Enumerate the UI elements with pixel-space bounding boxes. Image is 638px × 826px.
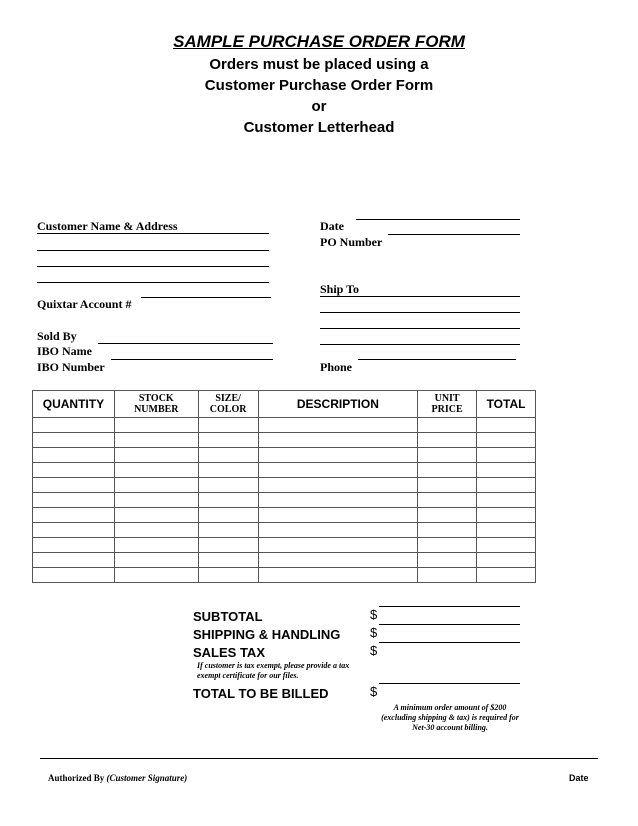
table-cell[interactable] [33, 568, 115, 583]
table-cell[interactable] [114, 463, 198, 478]
customer-address-line-1[interactable] [37, 233, 269, 234]
subtotal-field[interactable] [379, 606, 520, 607]
header-line-3: or [311, 98, 327, 115]
table-cell[interactable] [198, 538, 258, 553]
signature-date-label: Date [569, 773, 589, 783]
quantity-header: QUANTITY [33, 391, 115, 418]
form-title: SAMPLE PURCHASE ORDER FORM [173, 32, 465, 51]
table-cell[interactable] [33, 418, 115, 433]
table-row [33, 508, 536, 523]
table-cell[interactable] [477, 433, 536, 448]
quixtar-account-label: Quixtar Account # [37, 297, 132, 311]
ibo-number-field[interactable] [111, 359, 273, 360]
header-line-1: Orders must be placed using a [209, 56, 429, 73]
table-cell[interactable] [258, 433, 418, 448]
table-cell[interactable] [477, 568, 536, 583]
table-cell[interactable] [418, 433, 477, 448]
table-cell[interactable] [114, 508, 198, 523]
table-cell[interactable] [418, 478, 477, 493]
header-line-4: Customer Letterhead [243, 119, 395, 136]
table-cell[interactable] [198, 523, 258, 538]
table-cell[interactable] [198, 493, 258, 508]
table-cell[interactable] [198, 508, 258, 523]
table-cell[interactable] [114, 493, 198, 508]
signature-line[interactable] [40, 758, 598, 759]
ship-to-line-3[interactable] [320, 328, 520, 329]
po-number-field[interactable] [388, 234, 520, 235]
size-color-header: SIZE/ COLOR [198, 391, 258, 418]
date-field[interactable] [356, 219, 520, 220]
table-cell[interactable] [198, 478, 258, 493]
table-cell[interactable] [418, 508, 477, 523]
table-cell[interactable] [418, 448, 477, 463]
table-cell[interactable] [258, 538, 418, 553]
table-cell[interactable] [33, 553, 115, 568]
phone-label: Phone [320, 360, 353, 374]
table-row [33, 493, 536, 508]
table-cell[interactable] [198, 463, 258, 478]
table-cell[interactable] [477, 463, 536, 478]
sold-by-label: Sold By [37, 329, 77, 343]
table-cell[interactable] [258, 568, 418, 583]
table-cell[interactable] [198, 433, 258, 448]
date-label: Date [320, 219, 344, 233]
table-cell[interactable] [33, 508, 115, 523]
table-cell[interactable] [33, 433, 115, 448]
table-cell[interactable] [114, 538, 198, 553]
authorized-by-label: Authorized By (Customer Signature) [48, 773, 188, 783]
total-billed-label: TOTAL TO BE BILLED [193, 686, 329, 701]
subtotal-label: SUBTOTAL [193, 609, 263, 624]
table-cell[interactable] [477, 493, 536, 508]
table-cell[interactable] [33, 538, 115, 553]
table-cell[interactable] [477, 538, 536, 553]
table-cell[interactable] [33, 493, 115, 508]
shipping-field[interactable] [379, 624, 520, 625]
table-cell[interactable] [198, 418, 258, 433]
items-table-body [33, 418, 536, 583]
table-cell[interactable] [258, 418, 418, 433]
customer-name-address-label: Customer Name & Address [37, 219, 178, 233]
table-cell[interactable] [33, 448, 115, 463]
minimum-order-note: A minimum order amount of $200 (excluding shipping & tax) is required for Net-30 account billing. [381, 703, 519, 732]
table-cell[interactable] [114, 478, 198, 493]
header-line-2: Customer Purchase Order Form [204, 77, 434, 94]
table-cell[interactable] [418, 553, 477, 568]
table-cell[interactable] [33, 463, 115, 478]
table-cell[interactable] [258, 463, 418, 478]
table-cell[interactable] [114, 448, 198, 463]
table-cell[interactable] [33, 523, 115, 538]
table-cell[interactable] [418, 493, 477, 508]
table-cell[interactable] [258, 493, 418, 508]
tax-exempt-note: If customer is tax exempt, please provide a tax exempt certificate for our files. [197, 661, 350, 680]
table-cell[interactable] [418, 523, 477, 538]
table-cell[interactable] [258, 448, 418, 463]
table-cell[interactable] [477, 553, 536, 568]
ibo-name-field[interactable] [98, 343, 273, 344]
ibo-name-label: IBO Name [37, 344, 92, 358]
unit-price-header: UNIT PRICE [418, 391, 477, 418]
table-cell[interactable] [114, 568, 198, 583]
table-header-row [33, 391, 536, 418]
customer-address-line-4[interactable] [37, 282, 269, 283]
table-cell[interactable] [114, 523, 198, 538]
ibo-number-label: IBO Number [37, 360, 105, 374]
table-cell[interactable] [477, 418, 536, 433]
phone-field[interactable] [358, 359, 516, 360]
total-billed-field[interactable] [379, 683, 520, 684]
customer-address-line-3[interactable] [37, 266, 269, 267]
table-cell[interactable] [477, 508, 536, 523]
table-row [33, 448, 536, 463]
ship-to-line-4[interactable] [320, 344, 520, 345]
table-cell[interactable] [114, 553, 198, 568]
table-cell[interactable] [258, 523, 418, 538]
table-row [33, 463, 536, 478]
table-cell[interactable] [198, 448, 258, 463]
table-row [33, 433, 536, 448]
table-cell[interactable] [418, 418, 477, 433]
sales-tax-field[interactable] [379, 642, 520, 643]
shipping-dollar: $ [370, 625, 378, 640]
table-row [33, 478, 536, 493]
shipping-label: SHIPPING & HANDLING [193, 627, 341, 642]
table-cell[interactable] [198, 553, 258, 568]
subtotal-dollar: $ [370, 607, 378, 622]
table-cell[interactable] [477, 523, 536, 538]
customer-address-line-2[interactable] [37, 250, 269, 251]
table-row [33, 523, 536, 538]
ship-to-label: Ship To [320, 282, 360, 296]
table-row [33, 418, 536, 433]
table-cell[interactable] [198, 568, 258, 583]
ship-to-line-1[interactable] [320, 296, 520, 297]
stock-number-header: STOCK NUMBER [114, 391, 198, 418]
sales-tax-label: SALES TAX [193, 645, 265, 660]
table-cell[interactable] [258, 508, 418, 523]
table-cell[interactable] [418, 463, 477, 478]
sales-tax-dollar: $ [370, 643, 378, 658]
table-cell[interactable] [258, 553, 418, 568]
table-cell[interactable] [114, 418, 198, 433]
table-cell[interactable] [477, 448, 536, 463]
total-billed-dollar: $ [370, 684, 378, 699]
table-row [33, 553, 536, 568]
total-header: TOTAL [477, 391, 536, 418]
ship-to-line-2[interactable] [320, 312, 520, 313]
table-cell[interactable] [33, 478, 115, 493]
table-row [33, 568, 536, 583]
table-cell[interactable] [477, 478, 536, 493]
table-cell[interactable] [418, 538, 477, 553]
table-cell[interactable] [258, 478, 418, 493]
table-cell[interactable] [418, 568, 477, 583]
table-row [33, 538, 536, 553]
quixtar-account-field[interactable] [141, 297, 271, 298]
description-header: DESCRIPTION [258, 391, 418, 418]
items-table [32, 390, 536, 583]
table-cell[interactable] [114, 433, 198, 448]
po-number-label: PO Number [320, 235, 383, 249]
